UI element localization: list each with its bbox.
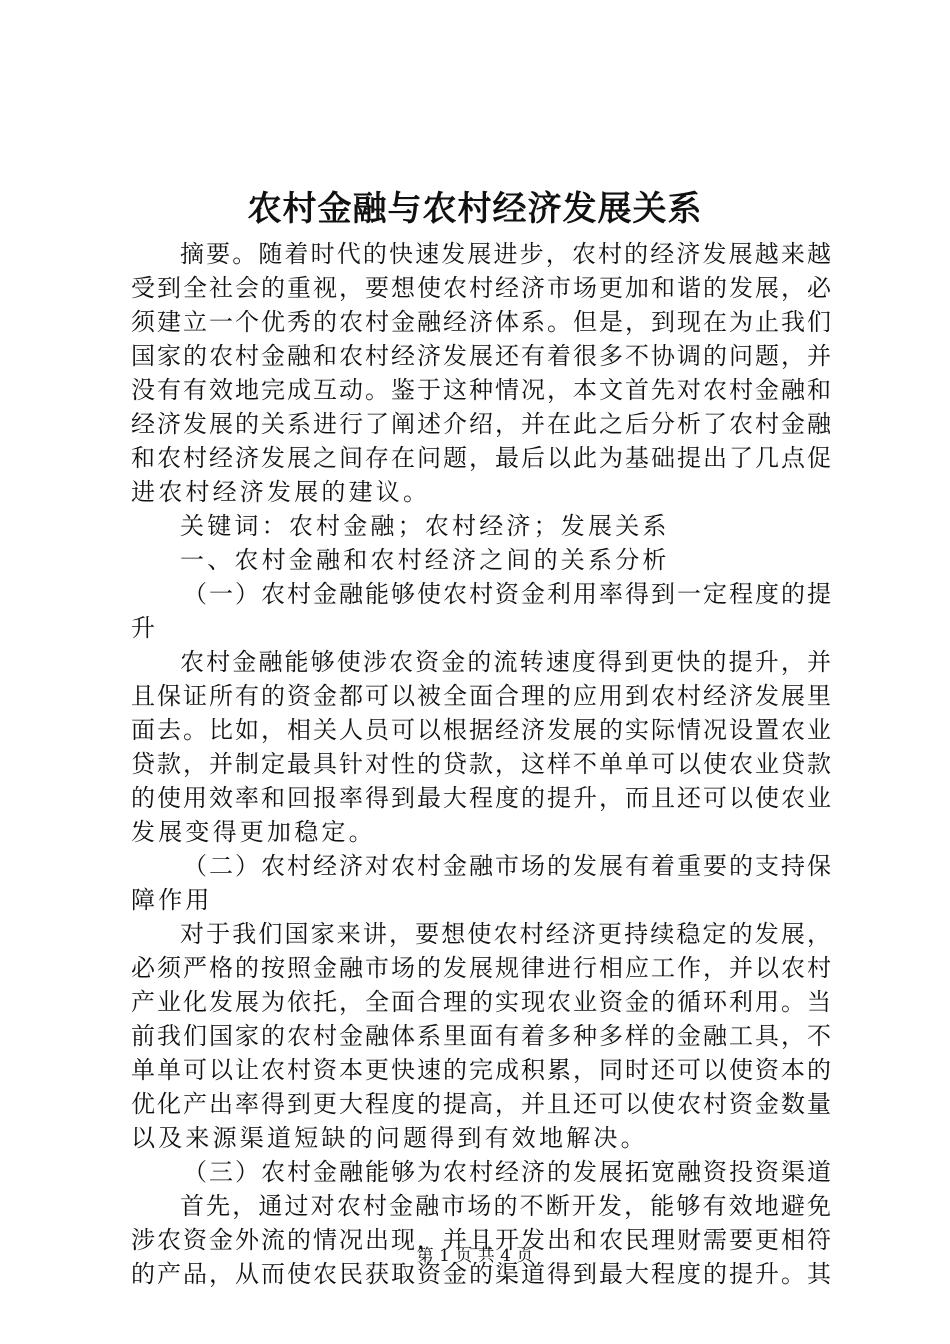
text-line: 发展变得更加稳定。 [131,818,376,846]
text-line: 障作用 [131,886,213,914]
text-line: 面 去 。 比 如 ， 相 关 人 员 可 以 根 据 经 济 发 展 的 实 际 情 况 设 置 农 业 [131,716,831,744]
text-line: 涉 农 资 金 外 流 的 情 况 出 现 ， 并 且 开 发 出 和 农 民 理 财 需 要 更 相 符 [131,1226,831,1254]
text-line: 关键词：农村金融；农村经济；发展关系 [180,512,670,540]
document-body [131,237,831,1291]
text-line: 受 到 全 社 会 的 重 视 ， 要 想 使 农 村 经 济 市 场 更 加 和 谐 的 发 展 ， 必 [131,274,831,302]
text-line: 农 村 金 融 能 够 使 涉 农 资 金 的 流 转 速 度 得 到 更 快 的 提 升 ， 并 [180,648,831,676]
text-line: （ 三 ） 农 村 金 融 能 够 为 农 村 经 济 的 发 展 拓 宽 融 资 投 资 渠 道 [183,1158,831,1186]
text-line: 单 单 可 以 让 农 村 资 本 更 快 速 的 完 成 积 累 ， 同 时 还 可 以 使 资 本 的 [131,1056,831,1084]
text-line: 产 业 化 发 展 为 依 托 ， 全 面 合 理 的 实 现 农 业 资 金 的 循 环 利 用 。 当 [131,988,831,1016]
text-line: 的 产 品 ， 从 而 使 农 民 获 取 资 金 的 渠 道 得 到 最 大 程 度 的 提 升 。 其 [131,1260,831,1288]
text-line: 贷 款 ， 并 制 定 最 具 针 对 性 的 贷 款 ， 这 样 不 单 单 可 以 使 农 业 贷 款 [131,750,831,778]
text-line: 一、农村金融和农村经济之间的关系分析 [180,546,670,574]
text-line: 国 家 的 农 村 金 融 和 农 村 经 济 发 展 还 有 着 很 多 不 协 调 的 问 题 ， 并 [131,342,831,370]
text-line: 摘 要 。 随 着 时 代 的 快 速 发 展 进 步 ， 农 村 的 经 济 发 展 越 来 越 [180,240,831,268]
text-line: 以及来源渠道短缺的问题得到有效地解决。 [131,1124,648,1152]
text-line: 首 先 ， 通 过 对 农 村 金 融 市 场 的 不 断 开 发 ， 能 够 有 效 地 避 免 [180,1192,831,1220]
text-line: 进农村经济发展的建议。 [131,478,431,506]
page-footer: 第 1 页 共 4 页 [416,1246,534,1266]
text-line: 须 建 立 一 个 优 秀 的 农 村 金 融 经 济 体 系 。 但 是 ， 到 现 在 为 止 我 们 [131,308,831,336]
text-line: 必 须 严 格 的 按 照 金 融 市 场 的 发 展 规 律 进 行 相 应 工 作 ， 并 以 农 村 [131,954,831,982]
text-line: 对 于 我 们 国 家 来 讲 ， 要 想 使 农 村 经 济 更 持 续 稳 定 的 发 展 ， [180,920,831,948]
text-line: 的 使 用 效 率 和 回 报 率 得 到 最 大 程 度 的 提 升 ， 而 且 还 可 以 使 农 业 [131,784,831,812]
text-line: 优 化 产 出 率 得 到 更 大 程 度 的 提 高 ， 并 且 还 可 以 使 农 村 资 金 数 量 [131,1090,831,1118]
text-line: 和 农 村 经 济 发 展 之 间 存 在 问 题 ， 最 后 以 此 为 基 础 提 出 了 几 点 促 [131,444,831,472]
text-line: 没 有 有 效 地 完 成 互 动 。 鉴 于 这 种 情 况 ， 本 文 首 先 对 农 村 金 融 和 [131,376,831,404]
document-title: 农村金融与农村经济发展关系 [247,189,703,229]
text-line: （ 二 ） 农 村 经 济 对 农 村 金 融 市 场 的 发 展 有 着 重 要 的 支 持 保 [183,852,831,880]
text-line: 经 济 发 展 的 关 系 进 行 了 阐 述 介 绍 ， 并 在 此 之 后 分 析 了 农 村 金 融 [131,410,831,438]
text-line: 前 我 们 国 家 的 农 村 金 融 体 系 里 面 有 着 多 种 多 样 的 金 融 工 具 ， 不 [131,1022,831,1050]
text-line: （ 一 ） 农 村 金 融 能 够 使 农 村 资 金 利 用 率 得 到 一 定 程 度 的 提 [183,580,831,608]
text-line: 升 [131,614,159,642]
text-line: 且 保 证 所 有 的 资 金 都 可 以 被 全 面 合 理 的 应 用 到 农 村 经 济 发 展 里 [131,682,831,710]
